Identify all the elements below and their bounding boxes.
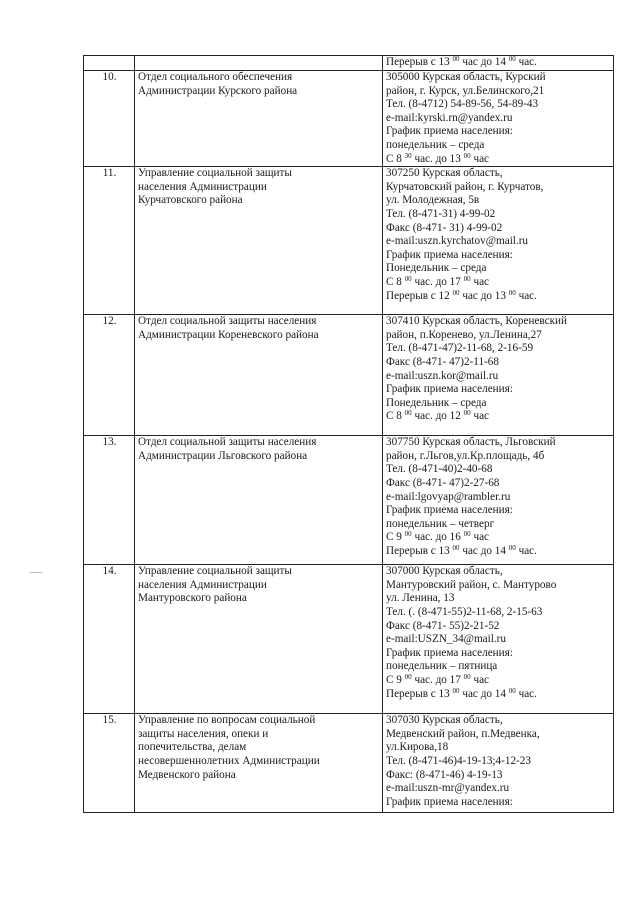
text-segment: Перерыв с 13 <box>386 544 453 557</box>
text-line <box>386 647 611 661</box>
text-segment: 305000 Курская область, Курский <box>386 71 546 83</box>
text-line <box>386 383 611 397</box>
text-line <box>386 112 611 126</box>
contact-info-cell <box>383 167 614 315</box>
text-segment: Мантуровский район, с. Мантурово <box>386 578 557 591</box>
organization-name-line: попечительства, делам <box>138 741 247 754</box>
text-line <box>386 769 611 783</box>
text-line <box>386 531 611 545</box>
text-segment: район, п.Коренево, ул.Ленина,27 <box>386 328 542 341</box>
text-segment: Факс (8-471- 47)2-27-68 <box>386 476 500 489</box>
organization-name-line: населения Администрации <box>138 180 267 193</box>
organization-name-line: несовершеннолетних Администрации <box>138 754 320 767</box>
text-segment: e-mail:lgovyap@rambler.ru <box>386 490 511 503</box>
text-segment: 307410 Курская область, Кореневский <box>386 315 568 328</box>
text-segment: e-mail:uszn.kor@mail.ru <box>386 369 499 382</box>
row-number-cell: 13. <box>84 436 135 565</box>
text-line <box>386 315 611 329</box>
time-minutes-superscript: 00 <box>404 530 412 539</box>
organization-name-line: Отдел социальной защиты населения <box>138 315 317 328</box>
table-body <box>84 56 614 813</box>
text-segment: час. до 17 <box>411 275 464 288</box>
organization-name-cell <box>135 436 383 565</box>
text-segment: час <box>470 275 490 288</box>
table-row <box>84 565 614 714</box>
text-line <box>386 620 611 634</box>
row-number-cell: 14. <box>84 565 135 714</box>
text-segment: Понедельник – среда <box>386 262 487 275</box>
time-minutes-superscript: 00 <box>463 151 471 160</box>
text-line <box>386 356 611 370</box>
time-minutes-superscript: 00 <box>463 530 471 539</box>
text-line <box>386 714 611 728</box>
time-minutes-superscript: 00 <box>508 543 516 552</box>
text-segment: Тел. (8-471-31) 4-99-02 <box>386 207 496 220</box>
text-segment: 307030 Курская область, <box>386 714 503 727</box>
contact-info-cell <box>383 56 614 71</box>
text-line <box>386 782 611 796</box>
text-segment: 307750 Курская область, Льговский <box>386 436 556 449</box>
text-segment: час до 14 <box>459 544 509 557</box>
text-line <box>386 181 611 195</box>
text-line <box>386 565 611 579</box>
text-segment: e-mail:uszn-mr@yandex.ru <box>386 782 510 795</box>
time-minutes-superscript: 00 <box>452 543 460 552</box>
text-segment: Тел. (8-471-46)4-19-13;4-12-23 <box>386 754 531 767</box>
text-segment: час. <box>515 687 537 700</box>
organization-name-line: населения Администрации <box>138 578 267 591</box>
text-line <box>386 728 611 742</box>
organization-name-line: Мантуровского района <box>138 592 247 605</box>
text-segment: район, г. Курск, ул.Белинского,21 <box>386 84 545 97</box>
text-segment: понедельник – среда <box>386 138 485 151</box>
text-line <box>386 208 611 222</box>
text-line <box>386 194 611 208</box>
text-line <box>386 755 611 769</box>
organization-name-cell <box>135 315 383 436</box>
text-line <box>386 342 611 356</box>
text-segment: e-mail:kyrski.rn@yandex.ru <box>386 111 513 124</box>
text-segment: С 9 <box>386 673 405 686</box>
time-minutes-superscript: 00 <box>452 686 460 695</box>
text-line <box>386 153 611 167</box>
text-segment: Факс (8-471- 55)2-21-52 <box>386 619 500 632</box>
organization-name-line: Отдел социального обеспечения <box>138 71 293 83</box>
social-protection-contacts-table <box>83 55 614 813</box>
text-segment: понедельник – четверг <box>386 517 495 530</box>
row-number-cell: 10. <box>84 71 135 167</box>
organization-name-line: Медвенского района <box>138 768 236 781</box>
text-line <box>386 249 611 263</box>
text-segment: Тел. (. (8-471-55)2-11-68, 2-15-63 <box>386 605 543 618</box>
text-segment: С 8 <box>386 275 405 288</box>
contact-info-cell <box>383 71 614 167</box>
text-segment: e-mail:USZN_34@mail.ru <box>386 633 506 646</box>
text-segment: С 8 <box>386 152 405 165</box>
organization-name-line: Управление социальной защиты <box>138 565 292 578</box>
text-segment: район, г.Льгов,ул.Кр.площадь, 4б <box>386 449 545 462</box>
text-segment: ул. Молодежная, 5в <box>386 194 480 207</box>
text-segment: понедельник – пятница <box>386 660 498 673</box>
text-segment: Медвенский район, п.Медвенка, <box>386 727 540 740</box>
text-line <box>386 71 611 85</box>
text-line <box>386 633 611 647</box>
text-segment: График приема населения: <box>386 646 513 659</box>
contact-info-cell <box>383 436 614 565</box>
text-segment: час. до 16 <box>411 531 464 544</box>
table-row <box>84 71 614 167</box>
table-row <box>84 167 614 315</box>
time-minutes-superscript: 00 <box>508 686 516 695</box>
text-line <box>386 329 611 343</box>
text-line <box>386 592 611 606</box>
text-line <box>386 222 611 236</box>
text-segment: час до 14 <box>459 687 509 700</box>
organization-name-line: Администрации Льговского района <box>138 449 308 462</box>
time-minutes-superscript: 00 <box>404 672 412 681</box>
text-segment: час <box>470 531 490 544</box>
text-segment: График приема населения: <box>386 248 513 261</box>
time-minutes-superscript: 00 <box>404 274 412 283</box>
text-segment: График приема населения: <box>386 383 513 396</box>
organization-name-cell <box>135 71 383 167</box>
text-segment: График приема населения: <box>386 504 513 517</box>
text-segment: Тел. (8-4712) 54-89-56, 54-89-43 <box>386 98 539 111</box>
text-line <box>386 397 611 411</box>
text-line <box>386 98 611 112</box>
text-segment: Факс (8-471- 47)2-11-68 <box>386 355 499 368</box>
text-line <box>386 436 611 450</box>
time-minutes-superscript: 30 <box>404 151 412 160</box>
text-line <box>386 235 611 249</box>
organization-name-line: Администрации Кореневского района <box>138 328 319 341</box>
text-segment: Понедельник – среда <box>386 396 487 409</box>
text-line <box>386 276 611 290</box>
text-line <box>386 85 611 99</box>
organization-name-line: защиты населения, опеки и <box>138 727 269 740</box>
text-line <box>386 741 611 755</box>
text-line <box>386 518 611 532</box>
margin-scan-mark <box>30 572 42 573</box>
text-segment: ул.Кирова,18 <box>386 741 449 754</box>
organization-name-line: Курчатовского района <box>138 194 243 207</box>
text-line <box>386 139 611 153</box>
text-segment: час. до 13 <box>411 152 464 165</box>
text-segment: час до 14 <box>459 56 509 68</box>
text-segment: Перерыв с 12 <box>386 289 453 302</box>
table-row <box>84 436 614 565</box>
text-segment: Курчатовский район, г. Курчатов, <box>386 180 544 193</box>
organization-name-line: Управление по вопросам социальной <box>138 714 316 727</box>
text-segment: Тел. (8-471-40)2-40-68 <box>386 463 493 476</box>
text-line <box>386 125 611 139</box>
text-line <box>386 660 611 674</box>
time-minutes-superscript: 00 <box>452 288 460 297</box>
text-segment: час. <box>515 544 537 557</box>
text-line <box>386 796 611 810</box>
text-segment: Перерыв с 13 <box>386 56 453 68</box>
organization-name-cell <box>135 714 383 813</box>
time-minutes-superscript: 00 <box>404 409 412 418</box>
row-number-cell <box>84 56 135 71</box>
row-number-cell: 11. <box>84 167 135 315</box>
text-segment: График приема населения: <box>386 795 513 808</box>
text-line <box>386 477 611 491</box>
time-minutes-superscript: 00 <box>508 288 516 297</box>
text-line <box>386 674 611 688</box>
time-minutes-superscript: 00 <box>463 672 471 681</box>
organization-name-line: Администрации Курского района <box>138 84 298 97</box>
text-segment: час. до 17 <box>411 673 464 686</box>
text-segment: График приема населения: <box>386 125 513 138</box>
organization-name-cell <box>135 565 383 714</box>
text-line <box>386 463 611 477</box>
text-segment: час. <box>515 56 537 68</box>
text-segment: Факс (8-471- 31) 4-99-02 <box>386 221 503 234</box>
text-line <box>386 290 611 304</box>
text-segment: 307250 Курская область, <box>386 167 503 180</box>
contact-info-cell <box>383 565 614 714</box>
time-minutes-superscript: 00 <box>452 55 460 63</box>
organization-name-line: Отдел социальной защиты населения <box>138 436 317 449</box>
row-number-cell: 12. <box>84 315 135 436</box>
table-row-continued <box>84 56 614 71</box>
table-row <box>84 315 614 436</box>
organization-name-line: Управление социальной защиты <box>138 167 292 180</box>
text-line <box>386 410 611 424</box>
contact-info-cell <box>383 315 614 436</box>
text-segment: С 8 <box>386 410 405 423</box>
text-segment: 307000 Курская область, <box>386 565 503 578</box>
text-line <box>386 688 611 702</box>
time-minutes-superscript: 00 <box>508 55 516 63</box>
text-segment: час. <box>515 289 537 302</box>
text-line <box>386 504 611 518</box>
text-segment: e-mail:uszn.kyrchatov@mail.ru <box>386 235 529 248</box>
time-minutes-superscript: 00 <box>463 409 471 418</box>
text-segment: час <box>470 410 490 423</box>
text-segment: С 9 <box>386 531 405 544</box>
text-line <box>386 167 611 181</box>
text-segment: ул. Ленина, 13 <box>386 592 455 605</box>
text-line <box>386 262 611 276</box>
text-line <box>386 606 611 620</box>
time-minutes-superscript: 00 <box>463 274 471 283</box>
text-line <box>386 370 611 384</box>
text-line <box>386 450 611 464</box>
text-segment: час. до 12 <box>411 410 464 423</box>
text-line <box>386 56 611 70</box>
text-segment: час до 13 <box>459 289 509 302</box>
text-line <box>386 579 611 593</box>
row-number-cell: 15. <box>84 714 135 813</box>
text-segment: Перерыв с 13 <box>386 687 453 700</box>
organization-name-cell <box>135 56 383 71</box>
organization-name-cell <box>135 167 383 315</box>
text-segment: час <box>470 152 490 165</box>
text-segment: Факс: (8-471-46) 4-19-13 <box>386 768 503 781</box>
text-segment: Тел. (8-471-47)2-11-68, 2-16-59 <box>386 342 534 355</box>
text-segment: час <box>470 673 490 686</box>
text-line <box>386 491 611 505</box>
table-row <box>84 714 614 813</box>
contact-info-cell <box>383 714 614 813</box>
text-line <box>386 545 611 559</box>
